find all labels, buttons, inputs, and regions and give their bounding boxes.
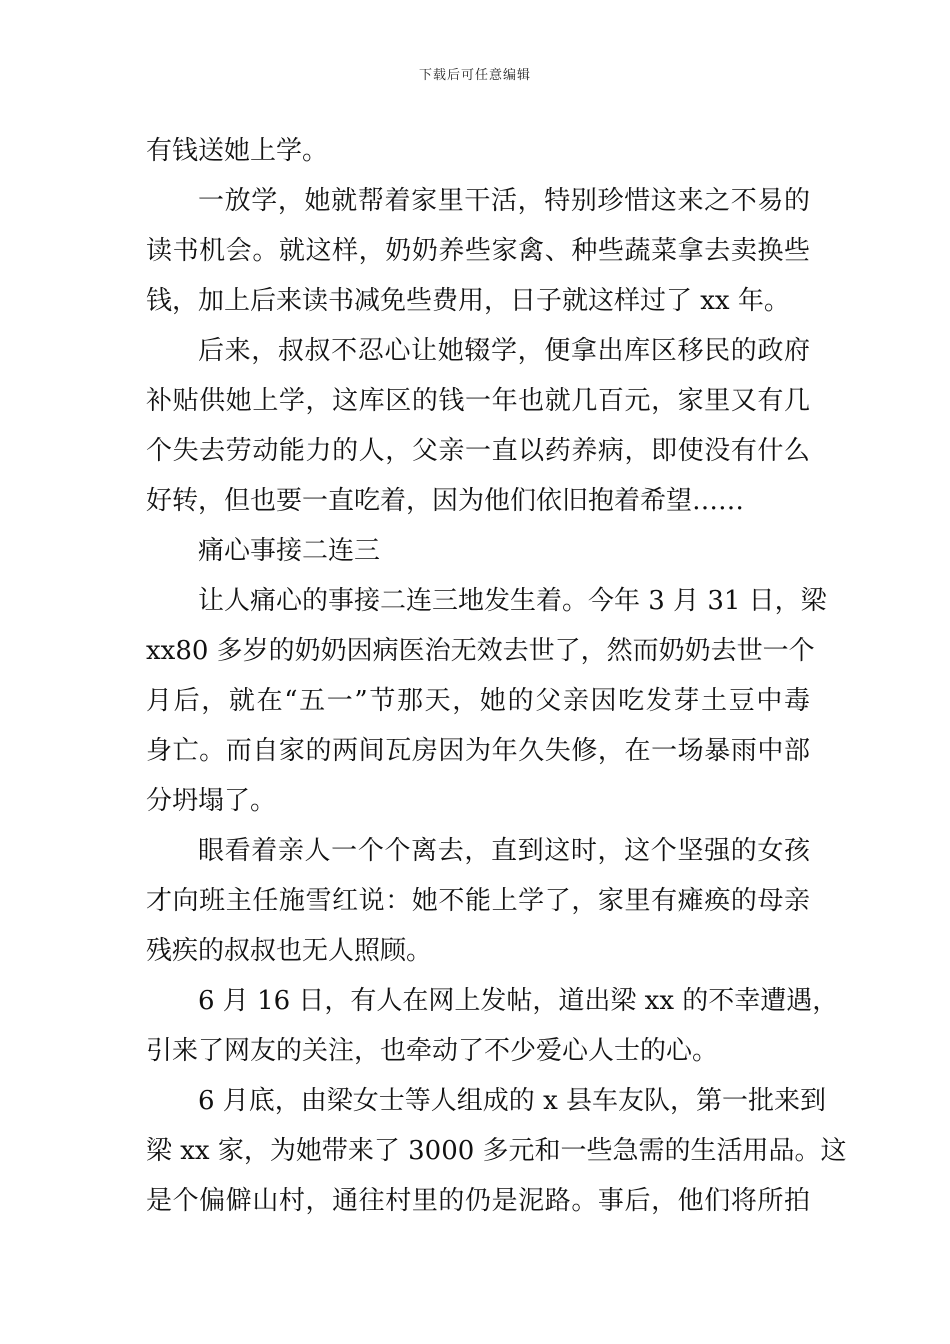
paragraph <box>146 176 810 326</box>
text-line: 梁 xx 家，为她带来了 3000 多元和一些急需的生活用品。这 <box>146 1136 847 1166</box>
text-line: 是个偏僻山村，通往村里的仍是泥路。事后，他们将所拍 <box>146 1186 810 1216</box>
paragraph <box>146 826 810 976</box>
section-heading <box>146 526 810 576</box>
paragraph <box>146 576 827 826</box>
text-line: 身亡。而自家的两间瓦房因为年久失修，在一场暴雨中部 <box>146 736 810 766</box>
paragraph <box>146 1076 847 1226</box>
text-line: 痛心事接二连三 <box>198 536 381 566</box>
text-line: 让人痛心的事接二连三地发生着。今年 3 月 31 日，梁 <box>198 586 827 616</box>
paragraph <box>146 326 810 526</box>
text-line: 后来，叔叔不忍心让她辍学，便拿出库区移民的政府 <box>198 336 810 366</box>
document-body <box>146 126 847 1226</box>
paragraph <box>146 976 839 1076</box>
text-line: 有钱送她上学。 <box>146 136 329 166</box>
text-line: 引来了网友的关注，也牵动了不少爱心人士的心。 <box>146 1036 719 1066</box>
paragraph <box>146 126 810 176</box>
text-line: 才向班主任施雪红说：她不能上学了，家里有瘫痪的母亲 <box>146 886 810 916</box>
text-line: 个失去劳动能力的人，父亲一直以药养病，即使没有什么 <box>146 436 810 466</box>
text-line: 钱，加上后来读书减免些费用，日子就这样过了 xx 年。 <box>146 286 790 316</box>
text-line: 残疾的叔叔也无人照顾。 <box>146 936 433 966</box>
text-line: 读书机会。就这样，奶奶养些家禽、种些蔬菜拿去卖换些 <box>146 236 810 266</box>
text-line: 6 月底，由梁女士等人组成的 x 县车友队，第一批来到 <box>198 1086 826 1116</box>
text-line: 分坍塌了。 <box>146 786 277 816</box>
text-line: xx80 多岁的奶奶因病医治无效去世了，然而奶奶去世一个 <box>146 636 815 666</box>
page-header: 下载后可任意编辑 <box>418 68 531 83</box>
text-line: 补贴供她上学，这库区的钱一年也就几百元，家里又有几 <box>146 386 810 416</box>
text-line: 好转，但也要一直吃着，因为他们依旧抱着希望…… <box>146 486 745 516</box>
text-line: 月后，就在“五一”节那天，她的父亲因吃发芽土豆中毒 <box>146 686 810 716</box>
text-line: 6 月 16 日，有人在网上发帖，道出梁 xx 的不幸遭遇， <box>198 986 839 1016</box>
text-line: 一放学，她就帮着家里干活，特别珍惜这来之不易的 <box>198 186 810 216</box>
text-line: 眼看着亲人一个个离去，直到这时，这个坚强的女孩 <box>198 836 810 866</box>
